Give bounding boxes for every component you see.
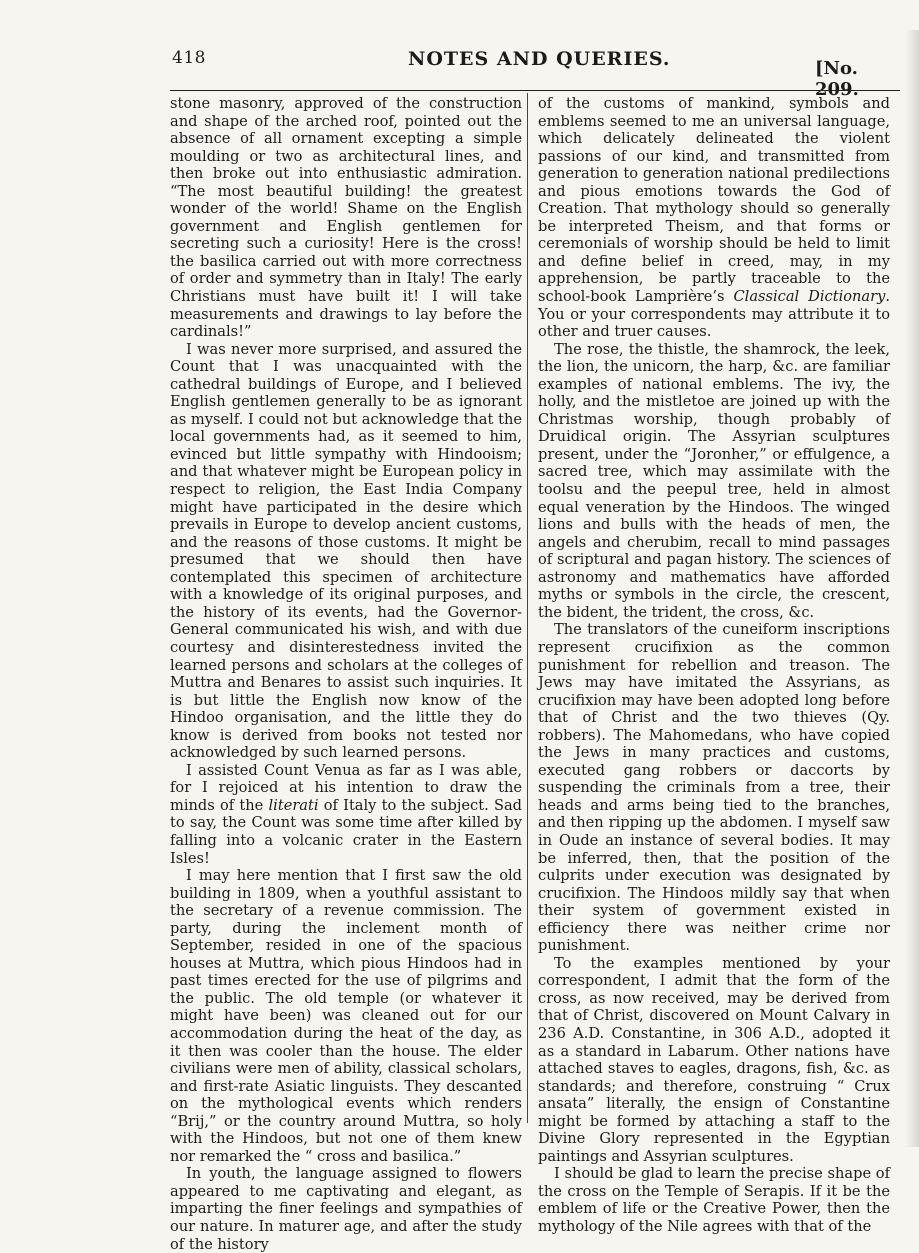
paragraph: To the examples mentioned by your correspondent, I admit that the form of the cross, as now received, may be derived from that of Christ, discovered on Mount Calvary in 236 A.D. Constantine, in 306 A.D., adopted it as a standard in Labarum. Other nations have attached staves to eagles, dragons, fish, &c. as standards; and therefore, construing “ Crux ansata” literally, the ensign of Constantine might be formed by attaching a staff to the Divine Glory represented in the Egyptian paintings and Assyrian sculptures. (538, 954, 890, 1165)
paragraph: I should be glad to learn the precise shape of the cross on the Temple of Serapis. If it be the emblem of life or the Creative Power, then the mythology of the Nile agrees with that of the (538, 1165, 890, 1235)
left-column (170, 95, 522, 1253)
header-rule (170, 90, 900, 91)
paragraph: I assisted Count Venua as far as I was able, for I rejoiced at his intention to draw the minds of the literati of Italy to the subject. Sad to say, the Count was some time after killed by falling into a volcanic crater in the Eastern Isles! (170, 761, 522, 867)
page-header (160, 48, 900, 100)
issue-number: [No. 209. (815, 58, 859, 100)
paragraph: The rose, the thistle, the shamrock, the leek, the lion, the unicorn, the harp, &c. are familiar examples of national emblems. The ivy, the holly, and the mistletoe are joined up with the Christmas worship, though probably of Druidical origin. The Assyrian sculptures present, under the “Joronher,” or effulgence, a sacred tree, which may assimilate with the toolsu and the peepul tree, held in almost equal veneration by the Hindoos. The winged lions and bulls with the heads of men, the angels and cherubim, recall to mind passages of scriptural and pagan history. The sciences of astronomy and mathematics have afforded myths or symbols in the circle, the crescent, the bident, the trident, the cross, &c. (538, 340, 890, 621)
page-edge-shadow (905, 30, 919, 1147)
paragraph: I was never more surprised, and assured the Count that I was unacquainted with the cathedral buildings of Europe, and I believed English gentlemen generally to be as ignorant as myself. I could not but acknowledge that the local governments had, as it seemed to him, evinced but little sympathy with Hindooism; and that whatever might be European policy in respect to religion, the East India Company might have participated in the desire which prevails in Europe to develop ancient customs, and the reasons of those customs. It might be presumed that we should then have contemplated this specimen of architecture with a knowledge of its original purposes, and the history of its events, had the Governor-General communicated his wish, and with due courtesy and disinterestedness invited the learned persons and scholars at the colleges of Muttra and Benares to assist such inquiries. It is but little the English now know of the Hindoo organisation, and the little they do know is derived from books not tested nor acknowledged by such learned persons. (170, 340, 522, 762)
paragraph: In youth, the language assigned to flowers appeared to me captivating and elegant, as imparting the finer feelings and sympathies of our nature. In maturer age, and after the study of the history (170, 1165, 522, 1253)
paragraph: The translators of the cuneiform inscriptions represent crucifixion as the common punishment for rebellion and treason. The Jews may have imitated the Assyrians, as crucifixion may have been adopted long before that of Christ and the two thieves (Qy. robbers). The Mahomedans, who have copied the Jews in many practices and customs, executed gang robbers or daccorts by suspending the criminals from a tree, their heads and arms being tied to the branches, and then ripping up the abdomen. I myself saw in Oude an instance of several bodies. It may be inferred, then, that the position of the culprits under execution was designated by crucifixion. The Hindoos mildly say that when their system of government existed in efficiency there was neither crime nor punishment. (538, 621, 890, 955)
column-divider (527, 93, 528, 1123)
right-column (538, 95, 890, 1236)
page-number: 418 (172, 48, 206, 68)
paragraph: I may here mention that I first saw the old building in 1809, when a youthful assistant to the secretary of a revenue commission. The party, during the inclement month of September, resided in one of the spacious houses at Muttra, which pious Hindoos had in past times erected for the use of pilgrims and the public. The old temple (or whatever it might have been) was cleaned out for our accommodation during the heat of the day, as it then was cooler than the house. The elder civilians were men of ability, classical scholars, and first-rate Asiatic linguists. They descanted on the mythological events which renders “Brij,” or the country around Muttra, so holy with the Hindoos, but not one of them knew nor remarked the “ cross and basilica.” (170, 867, 522, 1165)
paragraph: of the customs of mankind, symbols and emblems seemed to me an universal language, which delicately delineated the violent passions of our kind, and transmitted from generation to generation national predilections and pious emotions towards the God of Creation. That mythology should so generally be interpreted Theism, and that forms or ceremonials of worship should be held to limit and define belief in creed, may, in my apprehension, be partly traceable to the school-book Lamprière’s Classical Dictionary. You or your correspondents may attribute it to other and truer causes. (538, 95, 890, 341)
paragraph: stone masonry, approved of the construction and shape of the arched roof, pointed out the absence of all ornament excepting a simple moulding or two as architectural lines, and then broke out into enthusiastic admiration. “The most beautiful building! the greatest wonder of the world! Shame on the English government and English gentlemen for secreting such a curiosity! Here is the cross! the basilica carried out with more correctness of order and symmetry than in Italy! The early Christians must have built it! I will take measurements and drawings to lay before the cardinals!” (170, 95, 522, 341)
running-title: NOTES AND QUERIES. (408, 48, 671, 70)
